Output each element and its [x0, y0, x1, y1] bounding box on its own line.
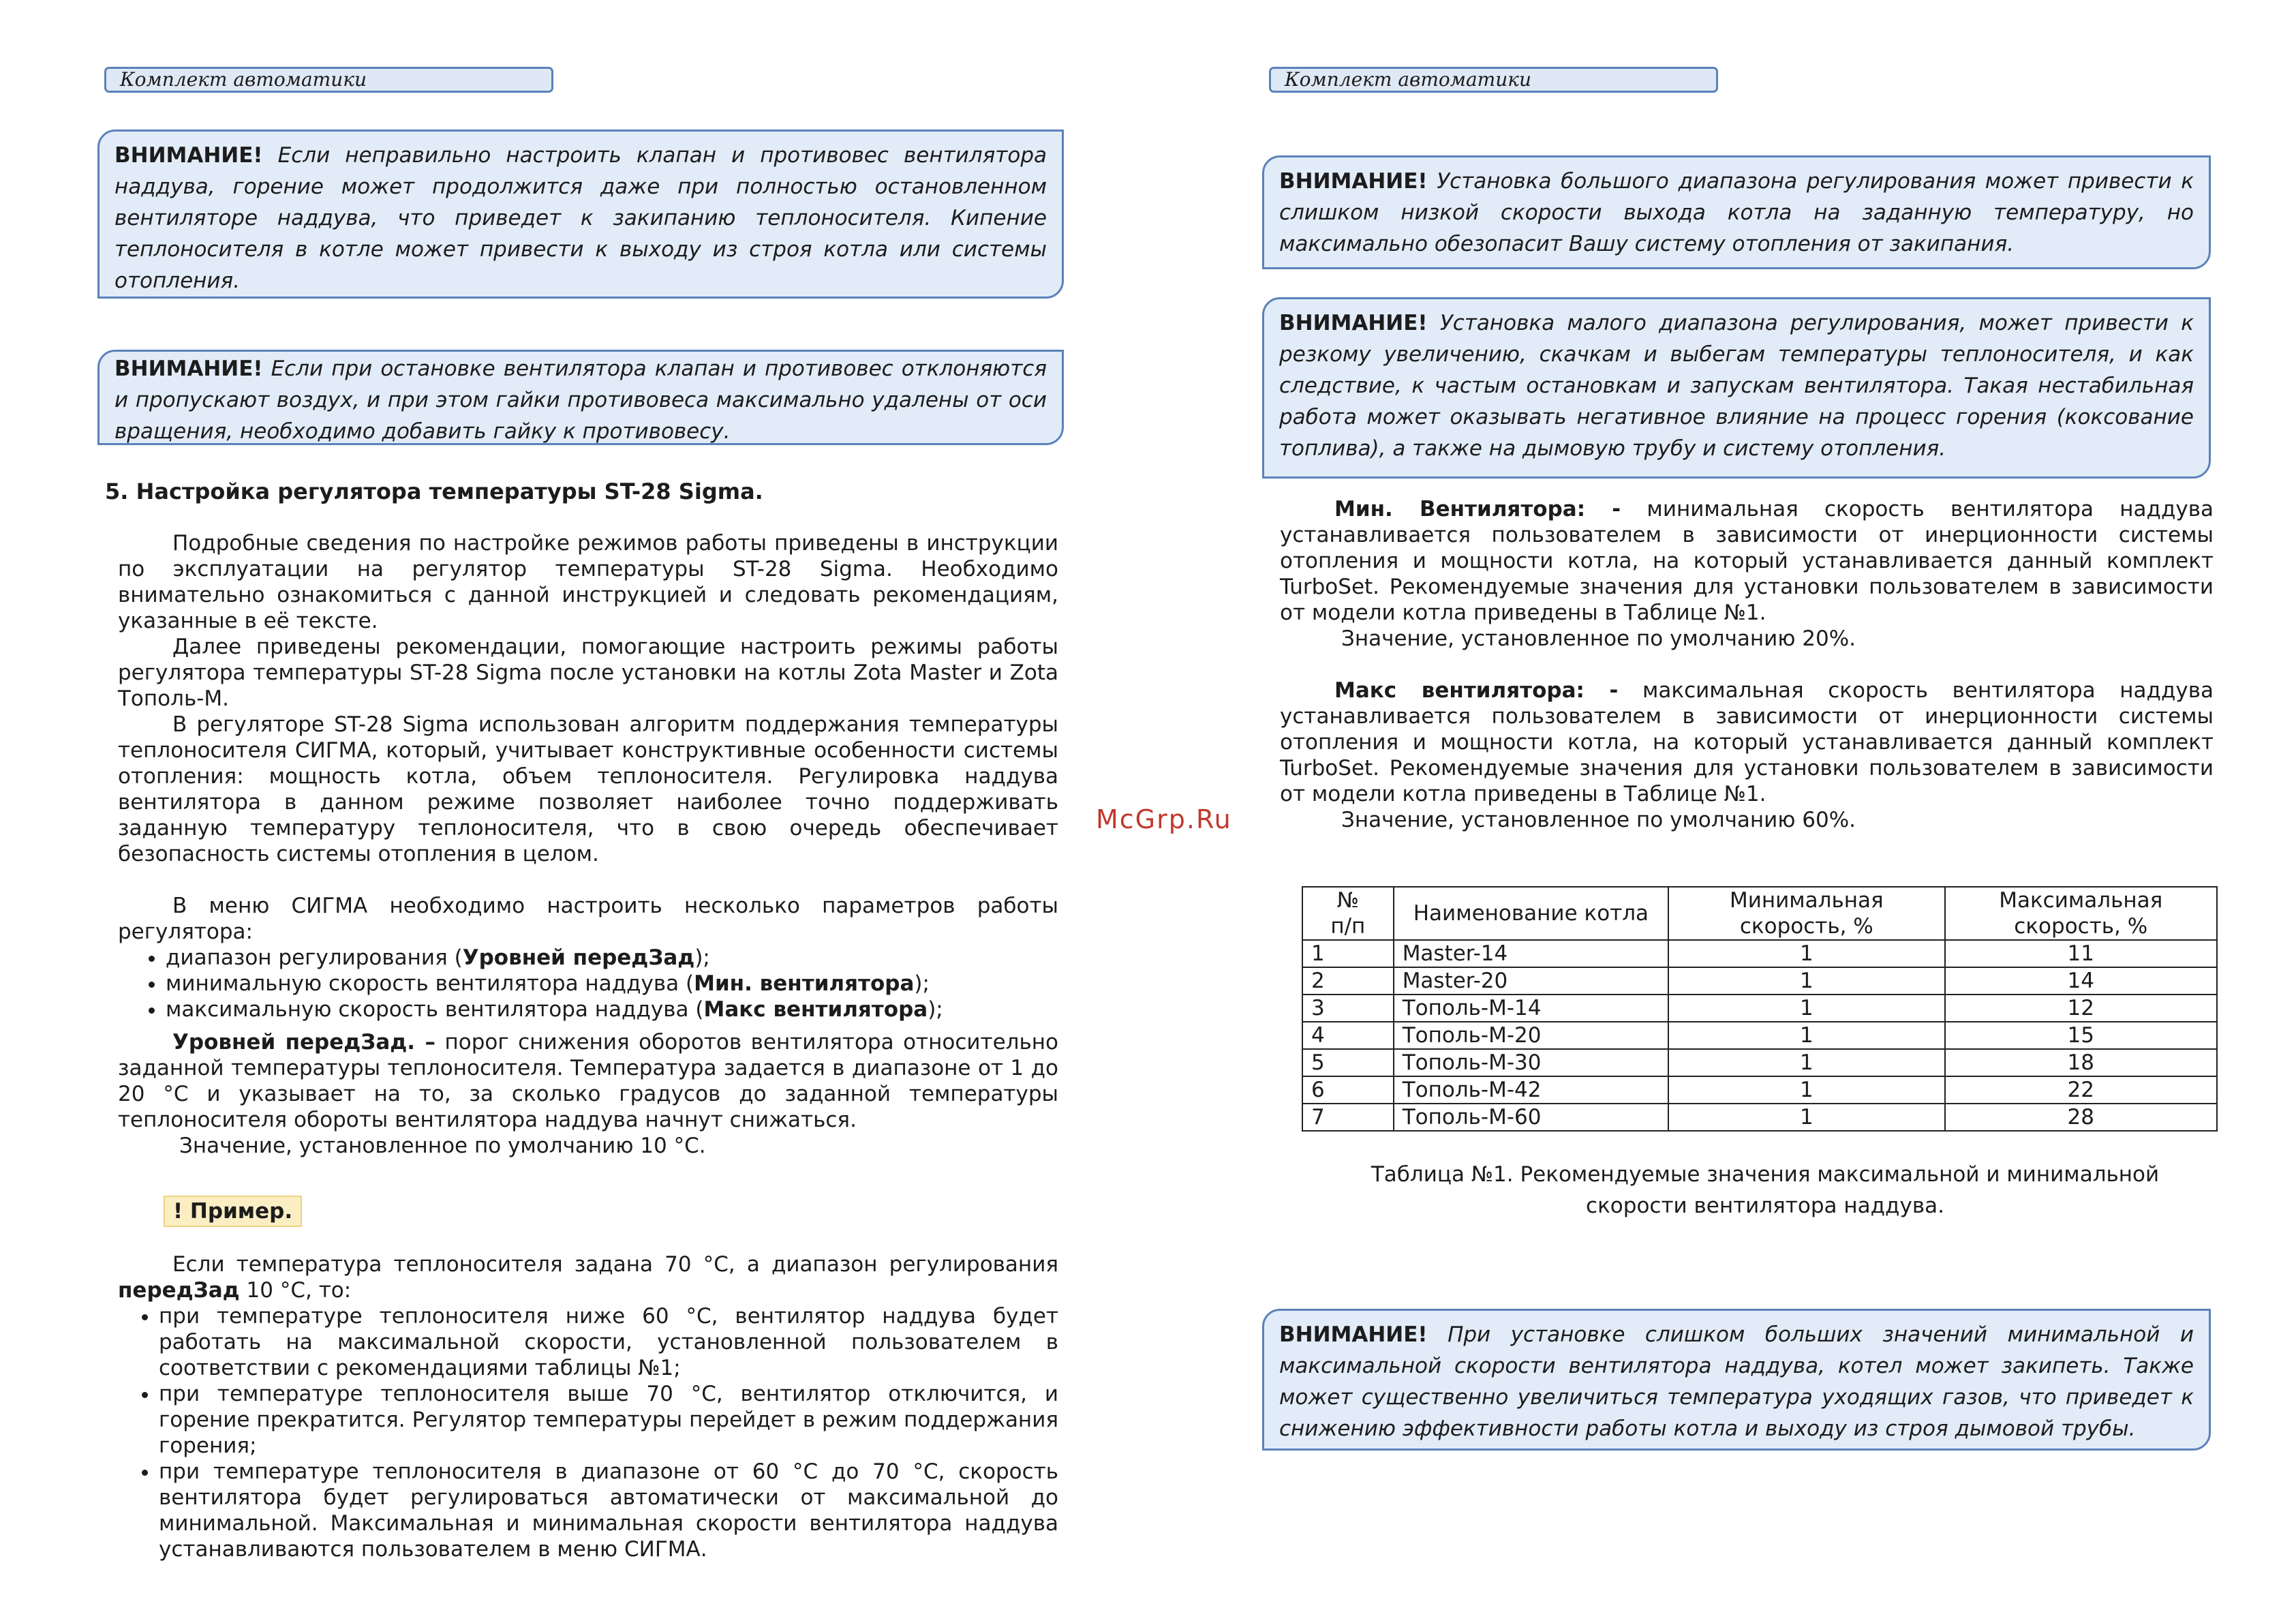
warning-text: Если при остановке вентилятора клапан и противовес отклоняются и пропускают воздух, и при этом гайки противовеса максимально удалены от оси вращения, необходимо добавить гайку к противовесу. — [114, 357, 1047, 444]
level-term: Уровней передЗад. – — [172, 1030, 435, 1055]
max-fan-default: Значение, установленное по умолчанию 60%. — [1341, 808, 1856, 832]
example-body — [118, 1252, 1058, 1562]
table-row: 2 Master-20 1 14 — [1302, 967, 2217, 995]
table-caption — [1336, 1159, 2194, 1222]
paragraph: Подробные сведения по настройке режимов работы приведены в инструкции по эксплуатации на регулятор температуры ST-28 Sigma. Необходимо внимательно ознакомиться с данной инструкцией и следовать рекомендациям, указанные в её тексте. — [118, 531, 1058, 633]
section-title: 5. Настройка регулятора температуры ST-28 Sigma. — [105, 479, 763, 504]
table-row: 6 Тополь-М-42 1 22 — [1302, 1076, 2217, 1104]
warning-box-small-range — [1262, 297, 2211, 479]
min-fan-term: Мин. Вентилятора: - — [1334, 497, 1621, 521]
level-default: Значение, установленное по умолчанию 10 °С. — [179, 1134, 706, 1158]
table-row: 5 Тополь-М-30 1 18 — [1302, 1049, 2217, 1076]
paragraph: В регуляторе ST-28 Sigma использован алгоритм поддержания температуры теплоносителя СИГМА, который, учитывает конструктивные особенности системы отопления: мощность котла, объем теплоносителя. Регулировка наддува вентилятора в данном режиме позволяет наиболее точно поддерживать заданную температуру теплоносителя, что в свою очередь обеспечивает безопасность системы отопления в целом. — [118, 712, 1058, 866]
example-intro: Если температура теплоносителя задана 70 °С, а диапазон регулирования передЗад 10 °С, то: — [118, 1252, 1058, 1303]
table-row: 4 Тополь-М-20 1 15 — [1302, 1022, 2217, 1049]
list-item: • минимальную скорость вентилятора наддува (Мин. вентилятора); — [166, 971, 1058, 997]
attention-label: ВНИМАНИЕ! — [1279, 1322, 1428, 1347]
col-header-max: Максимальная скорость, % — [1945, 887, 2218, 940]
list-item: • максимальную скорость вентилятора наддува (Макс вентилятора); — [166, 997, 1058, 1022]
min-fan-default: Значение, установленное по умолчанию 20%. — [1341, 626, 1856, 651]
warning-text: Если неправильно настроить клапан и противовес вентилятора наддува, горение может продолжится даже при полностью остановленном вентиляторе наддува, что приведет к закипанию теплоносителя. Кипение теплоносителя в котле может привести к выходу из строя котла или системы отопления. — [114, 143, 1047, 293]
paragraph: В меню СИГМА необходимо настроить несколько параметров работы регулятора: — [118, 894, 1058, 944]
attention-label: ВНИМАНИЕ! — [114, 357, 263, 381]
caption-line: скорости вентилятора наддува. — [1586, 1194, 1944, 1218]
col-header-name: Наименование котла — [1394, 887, 1668, 940]
table-row: 7 Тополь-М-60 1 28 — [1302, 1104, 2217, 1131]
table-row: 3 Тополь-М-14 1 12 — [1302, 995, 2217, 1022]
warning-box-valve — [97, 130, 1064, 299]
warning-box-counterweight — [97, 350, 1064, 445]
warning-box-high-speed — [1262, 1309, 2211, 1451]
section-body — [118, 530, 1058, 1159]
example-badge: ! Пример. — [164, 1196, 302, 1227]
attention-label: ВНИМАНИЕ! — [1279, 169, 1428, 194]
list-item: • при температуре теплоносителя в диапазоне от 60 °С до 70 °С, скорость вентилятора будет регулироваться автоматически от максимальной до минимальной. Максимальная и минимальная скорости вентилятора наддува устанавливаются пользователем в меню СИГМА. — [159, 1459, 1058, 1562]
level-definition: Уровней передЗад. – порог снижения оборотов вентилятора относительно заданной температуры теплоносителя. Температура задается в диапазоне от 1 до 20 °С и указывает на то, за сколько градусов до заданной температуры теплоносителя обороты вентилятора наддува начнут снижаться. — [118, 1030, 1058, 1132]
attention-label: ВНИМАНИЕ! — [114, 143, 263, 168]
paragraph: Далее приведены рекомендации, помогающие настроить режимы работы регулятора температуры ST-28 Sigma после установки на котлы Zota Master и Zota Тополь-М. — [118, 635, 1058, 711]
table-header-row — [1302, 887, 2217, 940]
list-item: • при температуре теплоносителя ниже 60 °С, вентилятор наддува будет работать на максимальной скорости, установленной пользователем в соответствии с рекомендациями таблицы №1; — [159, 1303, 1058, 1381]
caption-line: Таблица №1. Рекомендуемые значения максимальной и минимальной — [1371, 1162, 2160, 1187]
warning-text: При установке слишком больших значений минимальной и максимальной скорости вентилятора наддува, котел может закипеть. Также может существенно увеличиться температура уходящих газов, что приведет к снижению эффективности работы котла и выходу из строя дымовой трубы. — [1279, 1322, 2194, 1441]
col-header-min: Минимальная скорость, % — [1668, 887, 1944, 940]
boiler-table — [1302, 886, 2218, 1132]
warning-text: Установка большого диапазона регулирования может привести к слишком низкой скорости выхода котла на заданную температуру, но максимально обезопасит Вашу систему отопления от закипания. — [1279, 169, 2194, 256]
parameter-list — [118, 945, 1058, 1022]
watermark: McGrp.Ru — [1096, 804, 1232, 834]
section-header-right — [1269, 67, 1718, 93]
min-fan-definition: Мин. Вентилятора: - минимальная скорость вентилятора наддува устанавливается пользователем в зависимости от инерционности системы отопления и мощности котла, на который устанавливается данный комплект TurboSet. Рекомендуемые значения для установки пользователем в зависимости от модели котла приведены в Таблице №1. — [1280, 497, 2214, 625]
col-header-number: № п/п — [1302, 887, 1394, 940]
max-fan-term: Макс вентилятора: - — [1334, 678, 1619, 703]
attention-label: ВНИМАНИЕ! — [1279, 311, 1428, 335]
section-header-right-text: Комплект автоматики — [1285, 68, 1531, 91]
table-row: 1 Master-14 1 11 — [1302, 940, 2217, 967]
example-list — [118, 1303, 1058, 1562]
warning-text: Установка малого диапазона регулирования, может привести к резкому увеличению, скачкам и выбегам температуры теплоносителя, и как следствие, к частым остановкам и запускам вентилятора. Такая нестабильная работа может оказывать негативное влияние на процесс горения (коксование топлива), а также на дымовую трубу и систему отопления. — [1279, 311, 2194, 461]
section-header-left-text: Комплект автоматики — [120, 68, 367, 91]
max-fan-definition: Макс вентилятора: - максимальная скорость вентилятора наддува устанавливается пользователем в зависимости от инерционности системы отопления и мощности котла, на который устанавливается данный комплект TurboSet. Рекомендуемые значения для установки пользователем в зависимости от модели котла приведены в Таблице №1. — [1280, 678, 2214, 806]
section-header-left — [104, 67, 553, 93]
list-item: • диапазон регулирования (Уровней передЗад); — [166, 945, 1058, 971]
list-item: • при температуре теплоносителя выше 70 °С, вентилятор отключится, и горение прекратится. Регулятор температуры перейдет в режим поддержания горения; — [159, 1381, 1058, 1459]
warning-box-large-range — [1262, 155, 2211, 269]
fan-settings — [1280, 496, 2214, 833]
